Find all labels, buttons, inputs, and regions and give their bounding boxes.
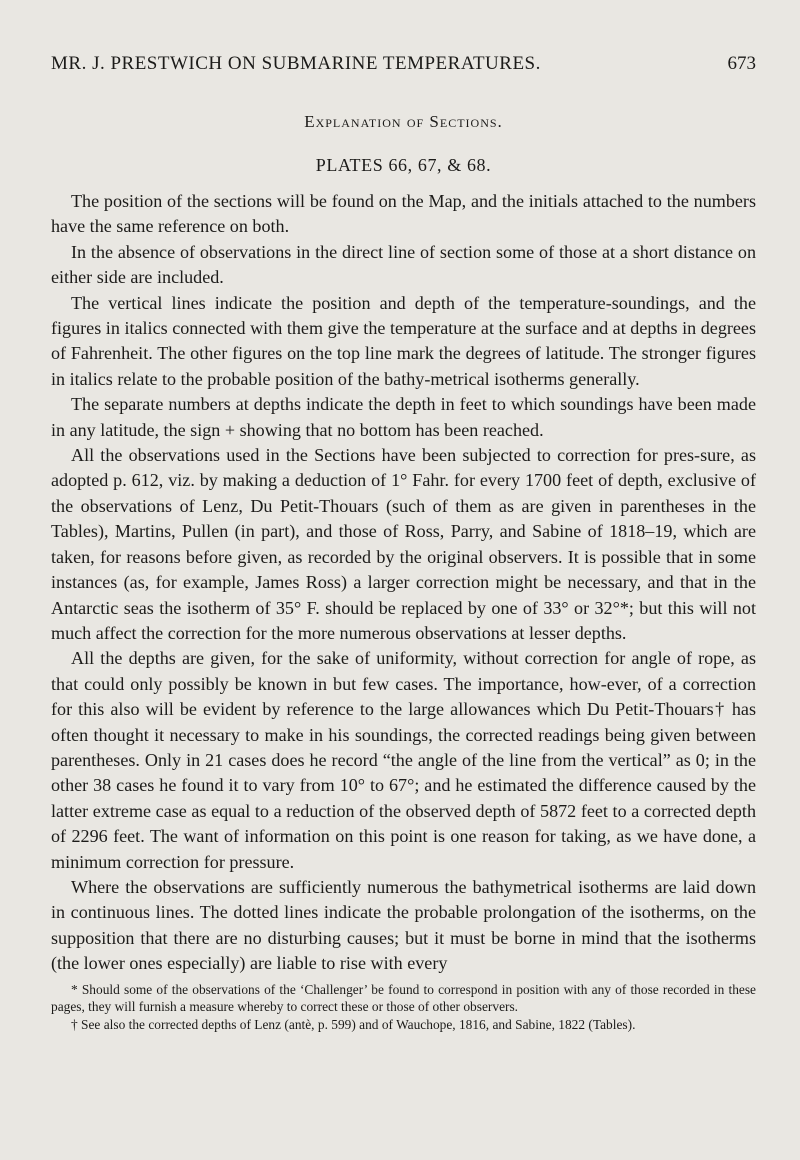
running-head xyxy=(51,52,756,76)
footnotes xyxy=(51,981,756,1034)
page-number: 673 xyxy=(727,53,756,74)
paragraph: The position of the sections will be found on the Map, and the initials attached to the numbers have the same reference on both. xyxy=(51,191,756,237)
paragraph: All the observations used in the Sections have been subjected to correction for pres-sure, as adopted p. 612, viz. by making a deduction of 1° Fahr. for every 1700 feet of depth, exclusive of the observations of Lenz, Du Petit-Thouars (such of them as are given in parentheses in the Tables), Martins, Pullen (in part), and those of Ross, Parry, and Sabine of 1818–19, which are taken, for reasons before given, as recorded by the original observers. It is possible that in some instances (as, for example, James Ross) a larger correction might be necessary, and that in the Antarctic seas the isotherm of 35° F. should be replaced by one of 33° or 32°*; but this will not much affect the correction for the more numerous observations at lesser depths. xyxy=(51,445,756,643)
footnote: † See also the corrected depths of Lenz (antè, p. 599) and of Wauchope, 1816, and Sabine, 1822 (Tables). xyxy=(71,1016,636,1032)
paragraph: The separate numbers at depths indicate the depth in feet to which soundings have been made in any latitude, the sign + showing that no bottom has been reached. xyxy=(51,394,756,440)
section-title: Explanation of Sections. xyxy=(304,112,503,131)
plates-heading: PLATES 66, 67, & 68. xyxy=(315,155,492,175)
footnote: * Should some of the observations of the ‘Challenger’ be found to correspond in position with any of those recorded in these pages, they will furnish a measure whereby to correct these or those of other observers. xyxy=(51,981,756,1015)
body-text xyxy=(51,189,756,977)
paragraph: Where the observations are sufficiently numerous the bathymetrical isotherms are laid down in continuous lines. The dotted lines indicate the probable prolongation of the isotherms, on the supposition that there are no disturbing causes; but it must be borne in mind that the isotherms (the lower ones especially) are liable to rise with every xyxy=(51,876,756,974)
paragraph: In the absence of observations in the direct line of section some of those at a short distance on either side are included. xyxy=(51,241,756,288)
paragraph: The vertical lines indicate the position and depth of the temperature-soundings, and the figures in italics connected with them give the temperature at the surface and at depths in degrees of Fahrenheit. The other figures on the top line mark the degrees of latitude. The stronger figures in italics relate to the probable position of the bathy-metrical isotherms generally. xyxy=(51,292,756,389)
running-head-title: MR. J. PRESTWICH ON SUBMARINE TEMPERATURES. xyxy=(51,53,541,74)
paragraph: All the depths are given, for the sake of uniformity, without correction for angle of rope, as that could only possibly be known in but few cases. The importance, how-ever, of a correction for this also will be evident by reference to the large allowances which Du Petit-Thouars† has often thought it necessary to make in his soundings, the corrected readings being given between parentheses. Only in 21 cases does he record “the angle of the line from the vertical” as 0; in the other 38 cases he found it to vary from 10° to 67°; and he estimated the difference caused by the latter extreme case as equal to a reduction of the observed depth of 5872 feet to a corrected depth of 2296 feet. The want of information on this point is one reason for taking, as we have done, a minimum correction for pressure. xyxy=(51,648,756,872)
